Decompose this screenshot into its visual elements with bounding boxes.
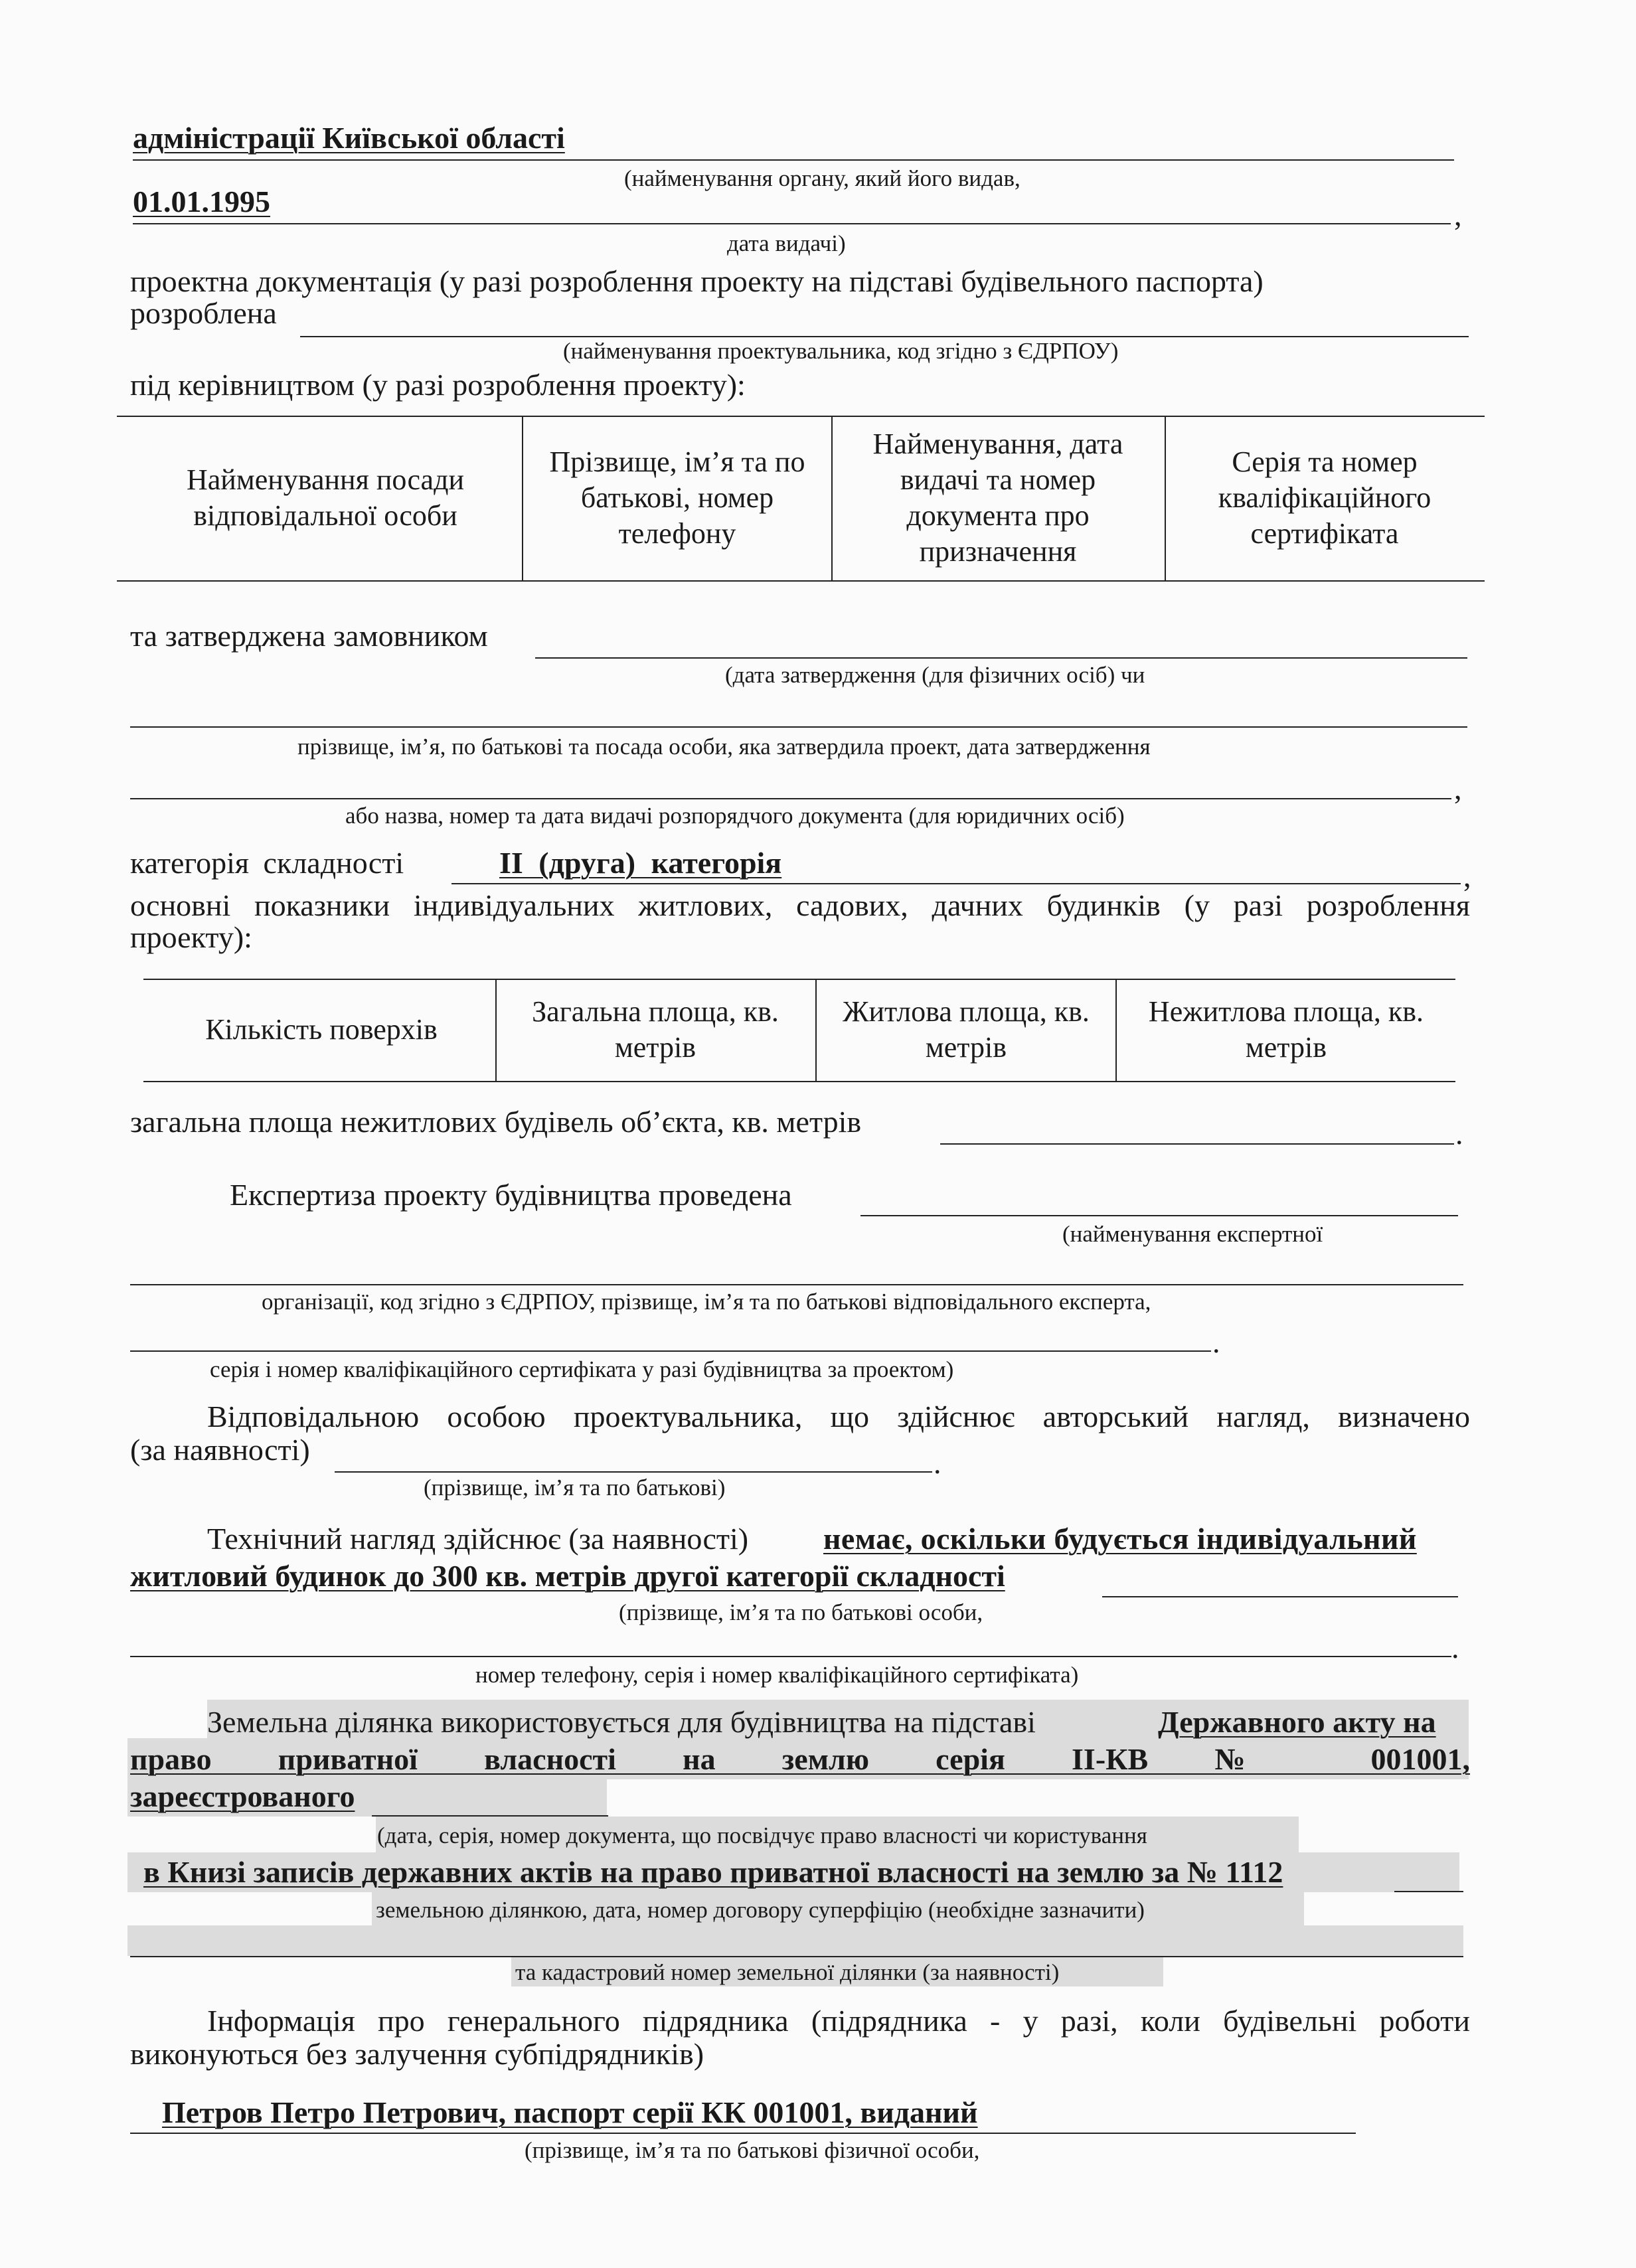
developed-label: розроблена (130, 296, 277, 330)
expertise-caption-1: (найменування експертної (1062, 1221, 1323, 1247)
table-divider (495, 979, 497, 1082)
expertise-line-2 (130, 1284, 1463, 1285)
land-value-2: право приватної власності на землю серія II-КВ № 001001, (130, 1742, 1470, 1776)
table-header-cell: Житлова площа, кв. метрів (843, 995, 1090, 1064)
highlight-band (127, 1925, 1463, 1956)
table-header-cell: Найменування, дата видачі та номер документа про призначення (872, 428, 1123, 568)
contractor-caption: (прізвище, ім’я та по батькові фізичної особи, (525, 2137, 980, 2163)
table-header-cell: Прізвище, ім’я та по батькові, номер телефону (549, 446, 805, 550)
table-divider (815, 979, 817, 1082)
contractor-line (130, 2133, 1356, 2134)
nonres-area-label: загальна площа нежитлових будівель об’єкта, кв. метрів (130, 1105, 862, 1139)
table-bottom-border (143, 1081, 1455, 1082)
table-header-cell: Нежитлова площа, кв. метрів (1148, 995, 1424, 1064)
tech-value-2: житловий будинок до 300 кв. метрів другої категорії складності (130, 1559, 1005, 1593)
complexity-value: II (друга) категорія (499, 846, 782, 880)
table-header-cell: Кількість поверхів (205, 1013, 438, 1046)
land-line-2 (1394, 1891, 1463, 1892)
land-label: Земельна ділянка використовується для будівництва на підставі (207, 1705, 1036, 1739)
project-docs-line: проектна документація (у разі розроблення проекту на підставі будівельного паспорта) (130, 264, 1264, 298)
expertise-caption-2: організації, код згідно з ЄДРПОУ, прізвище, ім’я та по батькові відповідального експерта, (262, 1289, 1151, 1315)
table-divider (1165, 416, 1166, 582)
contractor-line-1: Інформація про генерального підрядника (підрядника - у разі, коли будівельні роботи (207, 2004, 1470, 2038)
expertise-line (860, 1215, 1458, 1216)
tech-line-2 (130, 1656, 1451, 1657)
table-header-cell: Серія та номер кваліфікаційного сертифіката (1218, 446, 1432, 550)
author-line-1: Відповідальною особою проектувальника, що здійснює авторський нагляд, визначено (207, 1400, 1470, 1433)
tech-value-1: немає, оскільки будується індивідуальний (823, 1522, 1417, 1556)
period: . (1455, 1117, 1463, 1151)
expertise-line-3 (130, 1350, 1211, 1352)
table-bottom-border (117, 580, 1485, 582)
land-caption-2: земельною ділянкою, дата, номер договору суперфіцію (необхідне зазначити) (376, 1897, 1145, 1923)
table-divider (831, 416, 833, 582)
author-line (335, 1471, 932, 1473)
nonres-area-line (940, 1143, 1454, 1145)
tech-label: Технічний нагляд здійснює (за наявності) (207, 1522, 749, 1556)
tech-caption-2: номер телефону, серія і номер кваліфікаційного сертифіката) (475, 1662, 1079, 1688)
period: . (1212, 1325, 1220, 1359)
indicators-line-1: основні показники індивідуальних житлових, садових, дачних будинків (у разі розроблення (130, 888, 1470, 922)
designer-caption: (найменування проектувальника, код згідно з ЄДРПОУ) (563, 338, 1119, 364)
approved-line (535, 657, 1467, 659)
table-divider (522, 416, 523, 582)
issue-date-value: 01.01.1995 (133, 185, 270, 218)
table-header-cell: Найменування посади відповідальної особи (187, 463, 464, 532)
issuer-caption: (найменування органу, який його видав, (624, 165, 1021, 191)
expertise-caption-3: серія і номер кваліфікаційного сертифіката у разі будівництва за проектом) (210, 1356, 954, 1382)
table-header-cell: Загальна площа, кв. метрів (532, 995, 779, 1064)
complexity-line (451, 883, 1461, 884)
land-line-3 (130, 1956, 1463, 1957)
issuer-value: адміністрації Київської області (133, 121, 565, 155)
land-line (372, 1815, 608, 1817)
complexity-label: категорія складності (130, 846, 404, 880)
contractor-value: Петров Петро Петрович, паспорт серії КК 001001, виданий (162, 2095, 978, 2129)
comma: , (1463, 859, 1471, 893)
comma: , (1454, 771, 1462, 805)
approved-label: та затверджена замовником (130, 619, 488, 653)
author-caption: (прізвище, ім’я та по батькові) (424, 1475, 726, 1500)
author-line-2: (за наявності) (130, 1433, 310, 1467)
comma: , (1454, 198, 1462, 232)
contractor-line-2: виконуються без залучення субпідрядників) (130, 2037, 704, 2071)
land-caption-1: (дата, серія, номер документа, що посвідчує право власності чи користування (377, 1822, 1147, 1848)
issuer-line (133, 159, 1454, 161)
land-value-4: в Книзі записів державних актів на право приватної власності на землю за № 1112 (143, 1855, 1283, 1889)
period: . (1451, 1631, 1459, 1664)
approved-caption-3: або назва, номер та дата видачі розпорядчого документа (для юридичних осіб) (345, 803, 1125, 829)
period: . (934, 1446, 941, 1480)
table-divider (1115, 979, 1117, 1082)
indicators-line-2: проекту): (130, 920, 252, 954)
tech-caption-1: (прізвище, ім’я та по батькові особи, (619, 1599, 983, 1625)
issue-date-line (133, 223, 1451, 224)
approved-caption-2: прізвище, ім’я, по батькові та посада особи, яка затвердила проект, дата затвердження (297, 734, 1151, 760)
expertise-label: Експертиза проекту будівництва проведена (230, 1178, 792, 1212)
supervision-label: під керівництвом (у разі розроблення проекту): (130, 368, 746, 402)
land-value-3: зареєстрованого (130, 1779, 355, 1813)
tech-line (1102, 1596, 1458, 1597)
land-caption-3: та кадастровий номер земельної ділянки (за наявності) (515, 1959, 1060, 1985)
approved-line-3 (130, 798, 1451, 799)
land-value-1: Державного акту на (1158, 1705, 1436, 1739)
issue-date-caption: дата видачі) (727, 230, 846, 256)
approved-caption-1: (дата затвердження (для фізичних осіб) чи (725, 662, 1145, 688)
approved-line-2 (130, 726, 1467, 728)
